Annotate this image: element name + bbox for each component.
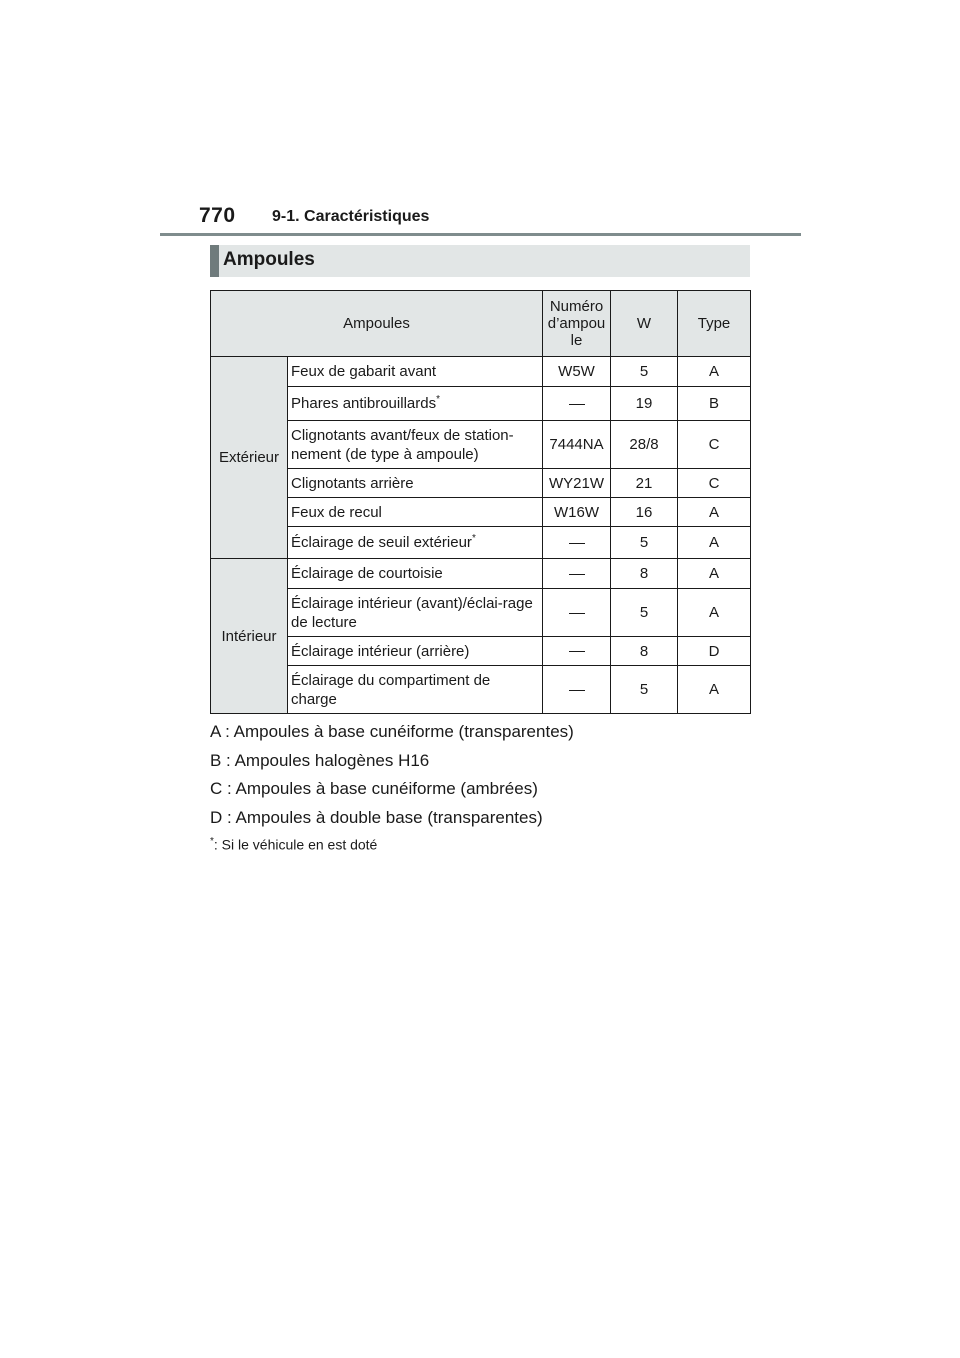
- table-row: [211, 421, 751, 469]
- column-header-number-text: Numéro d’ampou le: [547, 298, 606, 349]
- bulb-watt: 19: [611, 387, 678, 421]
- group-label-exterior: Extérieur: [211, 357, 288, 559]
- bulb-number-cell: [543, 666, 611, 714]
- bulb-number-cell: [543, 559, 611, 589]
- table-row: [211, 589, 751, 637]
- bulb-name: Clignotants arrière: [288, 469, 543, 498]
- column-header-type: Type: [678, 291, 751, 357]
- footnote: [210, 836, 377, 853]
- bulb-name: Feux de gabarit avant: [288, 357, 543, 387]
- bulb-name: Éclairage intérieur (arrière): [288, 637, 543, 666]
- bulb-name: Éclairage de seuil extérieur: [291, 534, 472, 551]
- table-header-row: [211, 291, 751, 357]
- bulb-number-cell: [543, 589, 611, 637]
- footnote-marker: *: [471, 533, 476, 544]
- bulb-type: D: [678, 637, 751, 666]
- bulb-watt: 5: [611, 357, 678, 387]
- bulb-number-cell: [543, 527, 611, 559]
- column-header-number: [543, 291, 611, 357]
- dash-icon: [569, 613, 585, 614]
- footnote-text: : Si le véhicule en est doté: [213, 836, 378, 853]
- table-row: [211, 559, 751, 589]
- bulb-number: W16W: [543, 498, 611, 527]
- page-number: 770: [199, 204, 236, 227]
- table-row: [211, 469, 751, 498]
- bulb-type: A: [678, 498, 751, 527]
- bulb-name: Éclairage de courtoisie: [288, 559, 543, 589]
- column-header-bulbs: Ampoules: [211, 291, 543, 357]
- bulb-type: A: [678, 527, 751, 559]
- bulb-watt: 8: [611, 559, 678, 589]
- table-row: [211, 387, 751, 421]
- table-row: [211, 357, 751, 387]
- bulbs-table: [210, 290, 751, 714]
- bulb-type: A: [678, 357, 751, 387]
- header-rule: [160, 233, 801, 236]
- bulb-type: A: [678, 559, 751, 589]
- bulb-watt: 5: [611, 666, 678, 714]
- bulb-number-cell: [543, 387, 611, 421]
- legend-item-a: A : Ampoules à base cunéiforme (transparentes): [210, 722, 574, 741]
- footnote-marker: *: [436, 394, 440, 405]
- bulb-type: B: [678, 387, 751, 421]
- legend-item-c: C : Ampoules à base cunéiforme (ambrées): [210, 779, 538, 798]
- bulb-name: Éclairage intérieur (avant)/éclai-rage de lecture: [288, 589, 543, 637]
- bulb-number: 7444NA: [543, 421, 611, 469]
- dash-icon: [569, 404, 585, 405]
- bulb-name-cell: [288, 387, 543, 421]
- section-title: 9-1. Caractéristiques: [272, 208, 430, 225]
- legend-item-d: D : Ampoules à double base (transparentes): [210, 808, 543, 827]
- section-heading: [210, 245, 750, 277]
- table-row: [211, 666, 751, 714]
- bulb-number: W5W: [543, 357, 611, 387]
- table-row: [211, 527, 751, 559]
- bulb-watt: 28/8: [611, 421, 678, 469]
- bulb-watt: 8: [611, 637, 678, 666]
- heading-text: Ampoules: [223, 249, 315, 270]
- bulb-type: A: [678, 666, 751, 714]
- table-row: [211, 637, 751, 666]
- footnote-star: *: [210, 836, 214, 847]
- column-header-watt: W: [611, 291, 678, 357]
- bulb-watt: 16: [611, 498, 678, 527]
- legend-item-b: B : Ampoules halogènes H16: [210, 751, 430, 770]
- dash-icon: [569, 543, 585, 544]
- bulb-watt: 21: [611, 469, 678, 498]
- bulb-name: Feux de recul: [288, 498, 543, 527]
- bulb-name-cell: [288, 527, 543, 559]
- bulb-name: Phares antibrouillards: [291, 395, 437, 412]
- bulb-name: Éclairage du compartiment de charge: [288, 666, 543, 714]
- table-row: [211, 498, 751, 527]
- bulb-number: WY21W: [543, 469, 611, 498]
- dash-icon: [569, 690, 585, 691]
- bulb-name: Clignotants avant/feux de station-nement (de type à ampoule): [288, 421, 543, 469]
- bulb-type: A: [678, 589, 751, 637]
- bulb-type: C: [678, 421, 751, 469]
- group-label-interior: Intérieur: [211, 559, 288, 714]
- dash-icon: [569, 574, 585, 575]
- bulb-number-cell: [543, 637, 611, 666]
- bulb-watt: 5: [611, 527, 678, 559]
- dash-icon: [569, 651, 585, 652]
- bulb-type: C: [678, 469, 751, 498]
- heading-accent-bar: [210, 245, 219, 277]
- bulb-watt: 5: [611, 589, 678, 637]
